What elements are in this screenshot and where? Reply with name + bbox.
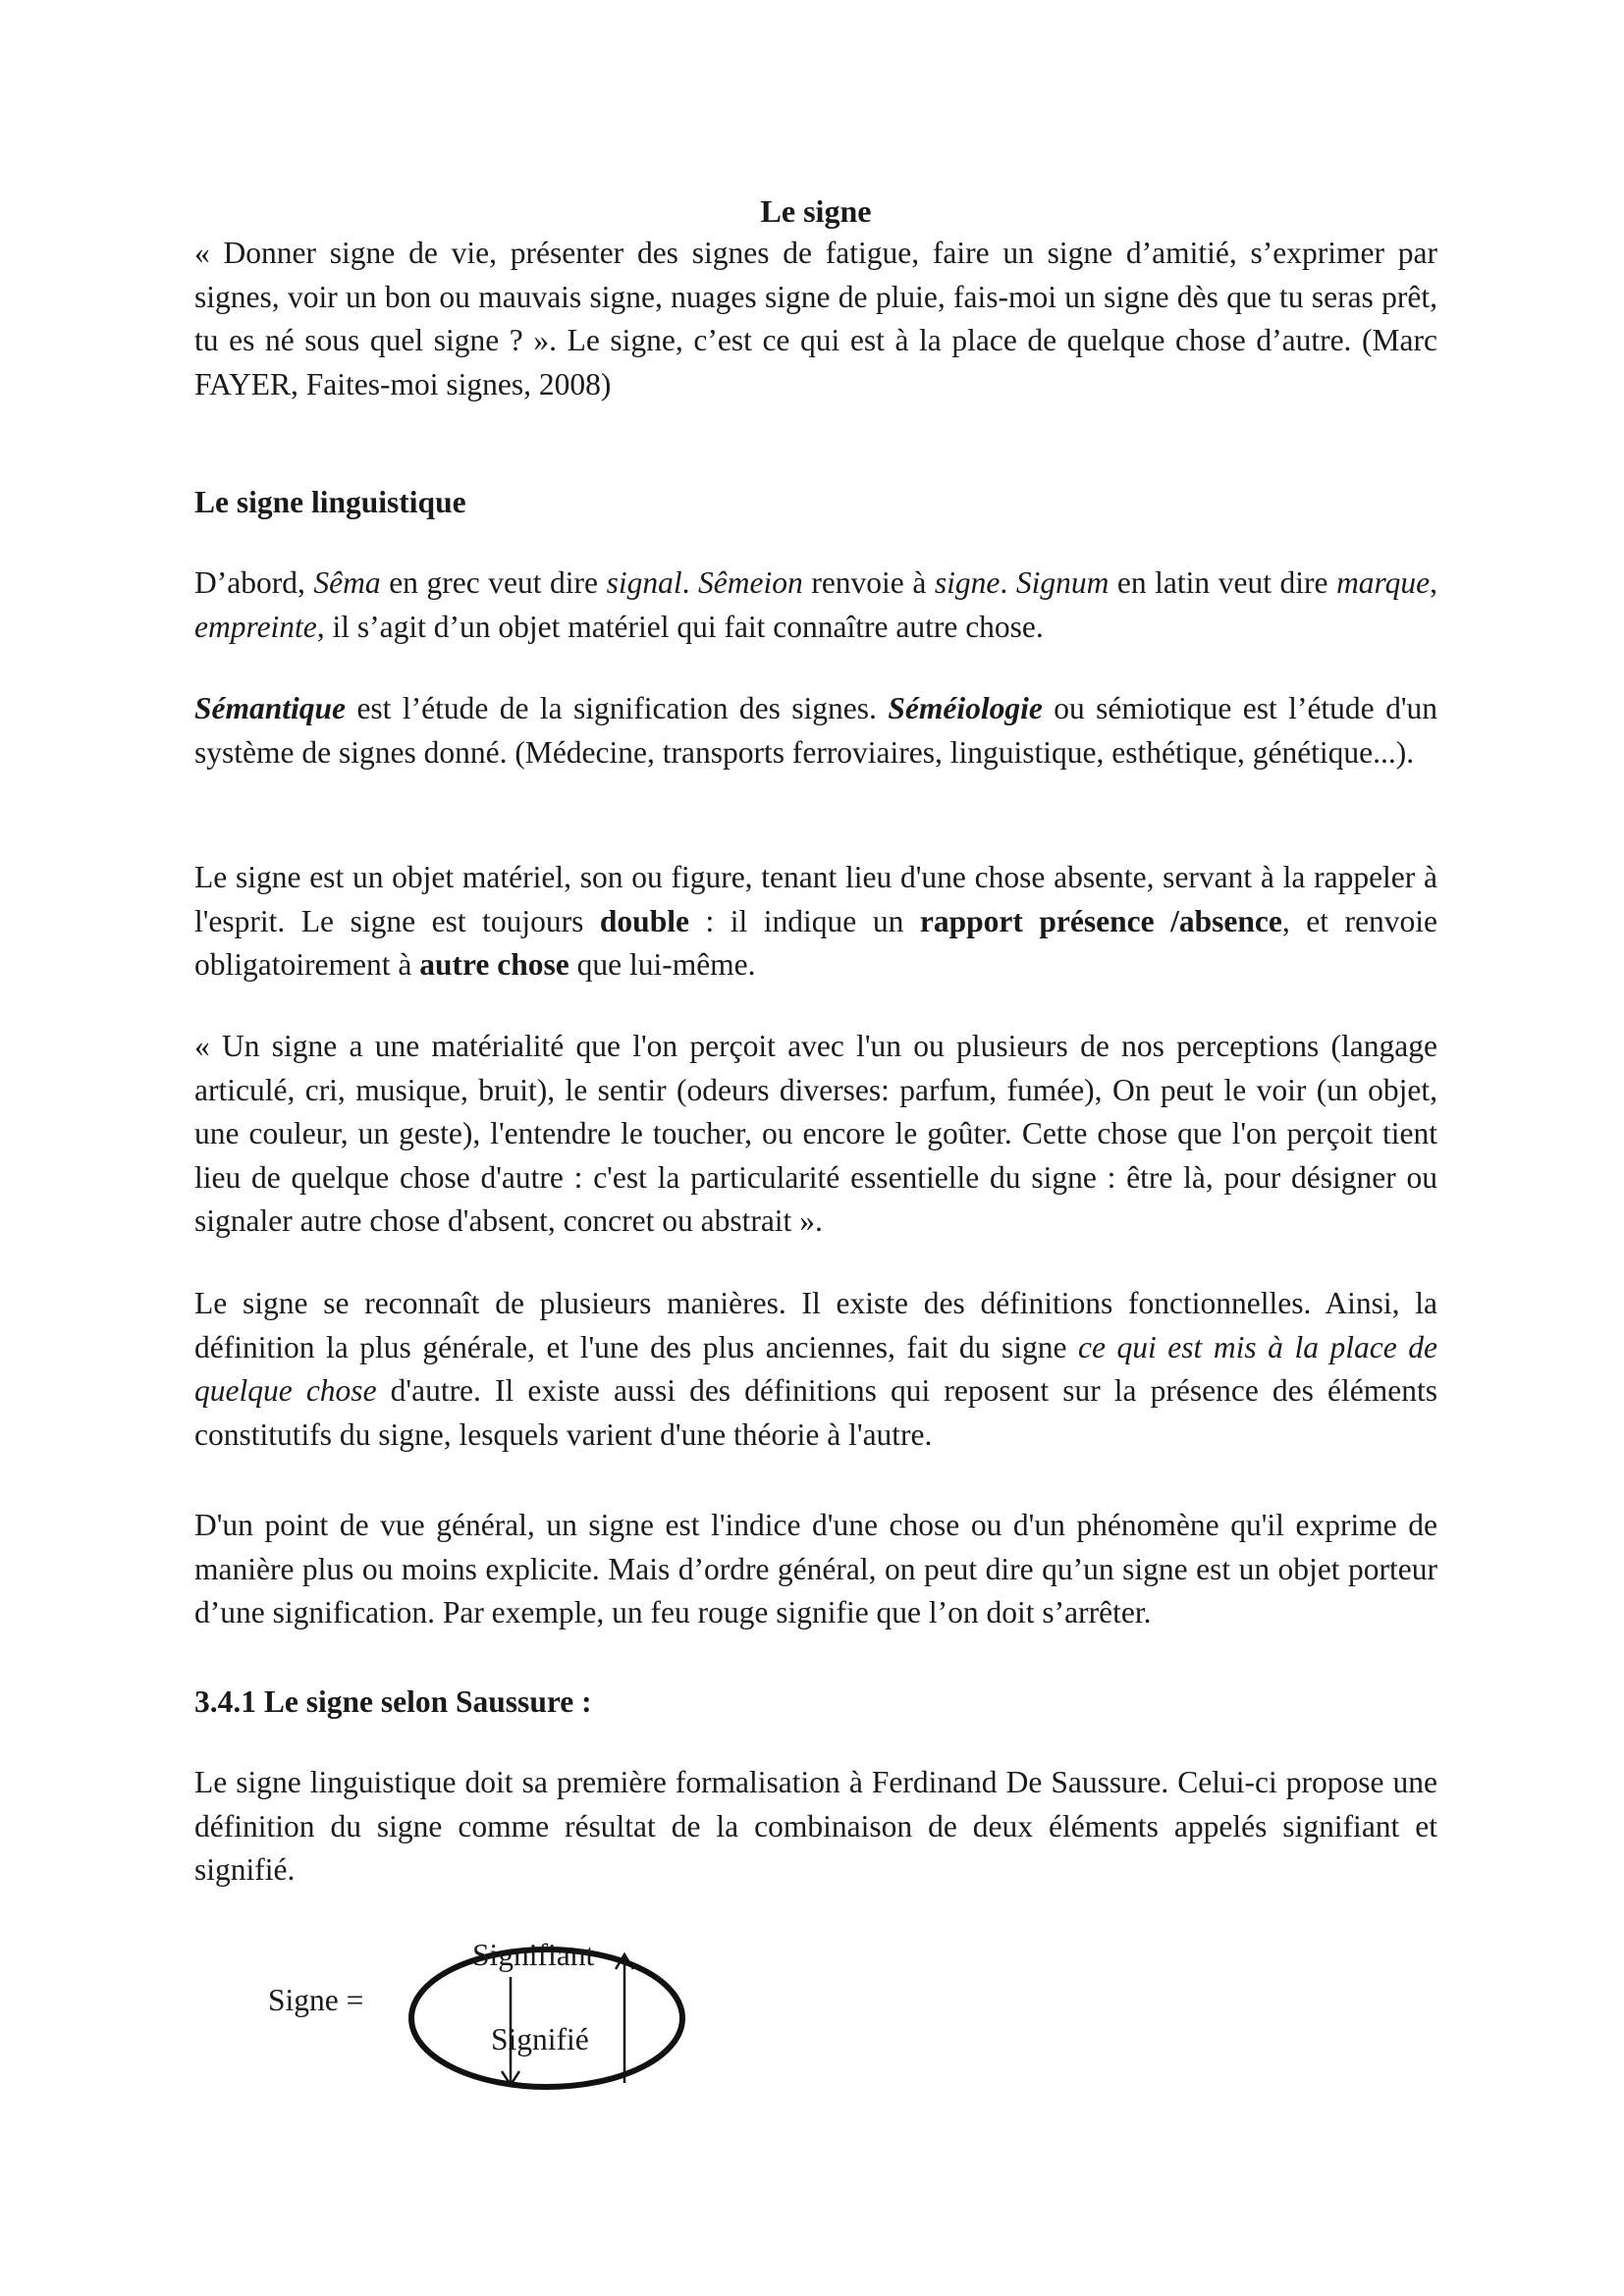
paragraph-definition: Le signe est un objet matériel, son ou figure, tenant lieu d'une chose absente, servant à la rappeler à l'esprit. Le signe est toujours double : il indique un rapport présence /absence, et renvoie obligatoirement à autre chose que lui-même. (194, 860, 1437, 982)
document-title: Le signe (760, 193, 872, 229)
paragraph-etymology: D’abord, Sêma en grec veut dire signal. Sêmeion renvoie à signe. Signum en latin veut dire marque, empreinte, il s’agit d’un objet matériel qui fait connaître autre chose. (194, 565, 1438, 644)
diagram-sign-label: Signe = (268, 1983, 364, 2017)
paragraph-semantique: Sémantique est l’étude de la signification des signes. Séméiologie ou sémiotique est l’étude d'un système de signes donné. (Médecine, transports ferroviaires, linguistique, esthétique, génétique...). (194, 691, 1437, 770)
heading-signe-linguistique: Le signe linguistique (194, 485, 466, 519)
paragraph-saussure: Le signe linguistique doit sa première formalisation à Ferdinand De Saussure. Celui-ci propose une définition du signe comme résultat de la combinaison de deux éléments appelés signifiant et signifié. (194, 1765, 1437, 1887)
saussure-sign-diagram (194, 1924, 784, 2120)
paragraph-reconnaissance: Le signe se reconnaît de plusieurs manières. Il existe des définitions fonctionnelles. Ainsi, la définition la plus générale, et l'une des plus anciennes, fait du signe ce qui est mis à la place de quelque chose d'autre. Il existe aussi des définitions qui reposent sur la présence des éléments constitutifs du signe, lesquels varient d'une théorie à l'autre. (194, 1286, 1437, 1452)
diagram-signifiant-label: Signifiant (472, 1938, 595, 1972)
diagram-signifie-label: Signifié (491, 2022, 589, 2056)
paragraph-point-de-vue: D'un point de vue général, un signe est l'indice d'une chose ou d'un phénomène qu'il exprime de manière plus ou moins explicite. Mais d’ordre général, on peut dire qu’un signe est un objet porteur d’une signification. Par exemple, un feu rouge signifie que l’on doit s’arrêter. (194, 1508, 1437, 1629)
arrow-up-icon (616, 1954, 633, 2083)
heading-saussure: 3.4.1 Le signe selon Saussure : (194, 1684, 592, 1719)
paragraph-intro-quote: « Donner signe de vie, présenter des signes de fatigue, faire un signe d’amitié, s’exprimer par signes, voir un bon ou mauvais signe, nuages signe de pluie, fais-moi un signe dès que tu seras prêt, tu es né sous quel signe ? ». Le signe, c’est ce qui est à la place de quelque chose d’autre. (Marc FAYER, Faites-moi signes, 2008) (194, 236, 1437, 401)
paragraph-materialite-quote: « Un signe a une matérialité que l'on perçoit avec l'un ou plusieurs de nos perceptions (langage articulé, cri, musique, bruit), le sentir (odeurs diverses: parfum, fumée), On peut le voir (un objet, une couleur, un geste), l'entendre le toucher, ou encore le goûter. Cette chose que l'on perçoit tient lieu de quelque chose d'autre : c'est la particularité essentielle du signe : être là, pour désigner ou signaler autre chose d'absent, concret ou abstrait ». (194, 1029, 1437, 1238)
